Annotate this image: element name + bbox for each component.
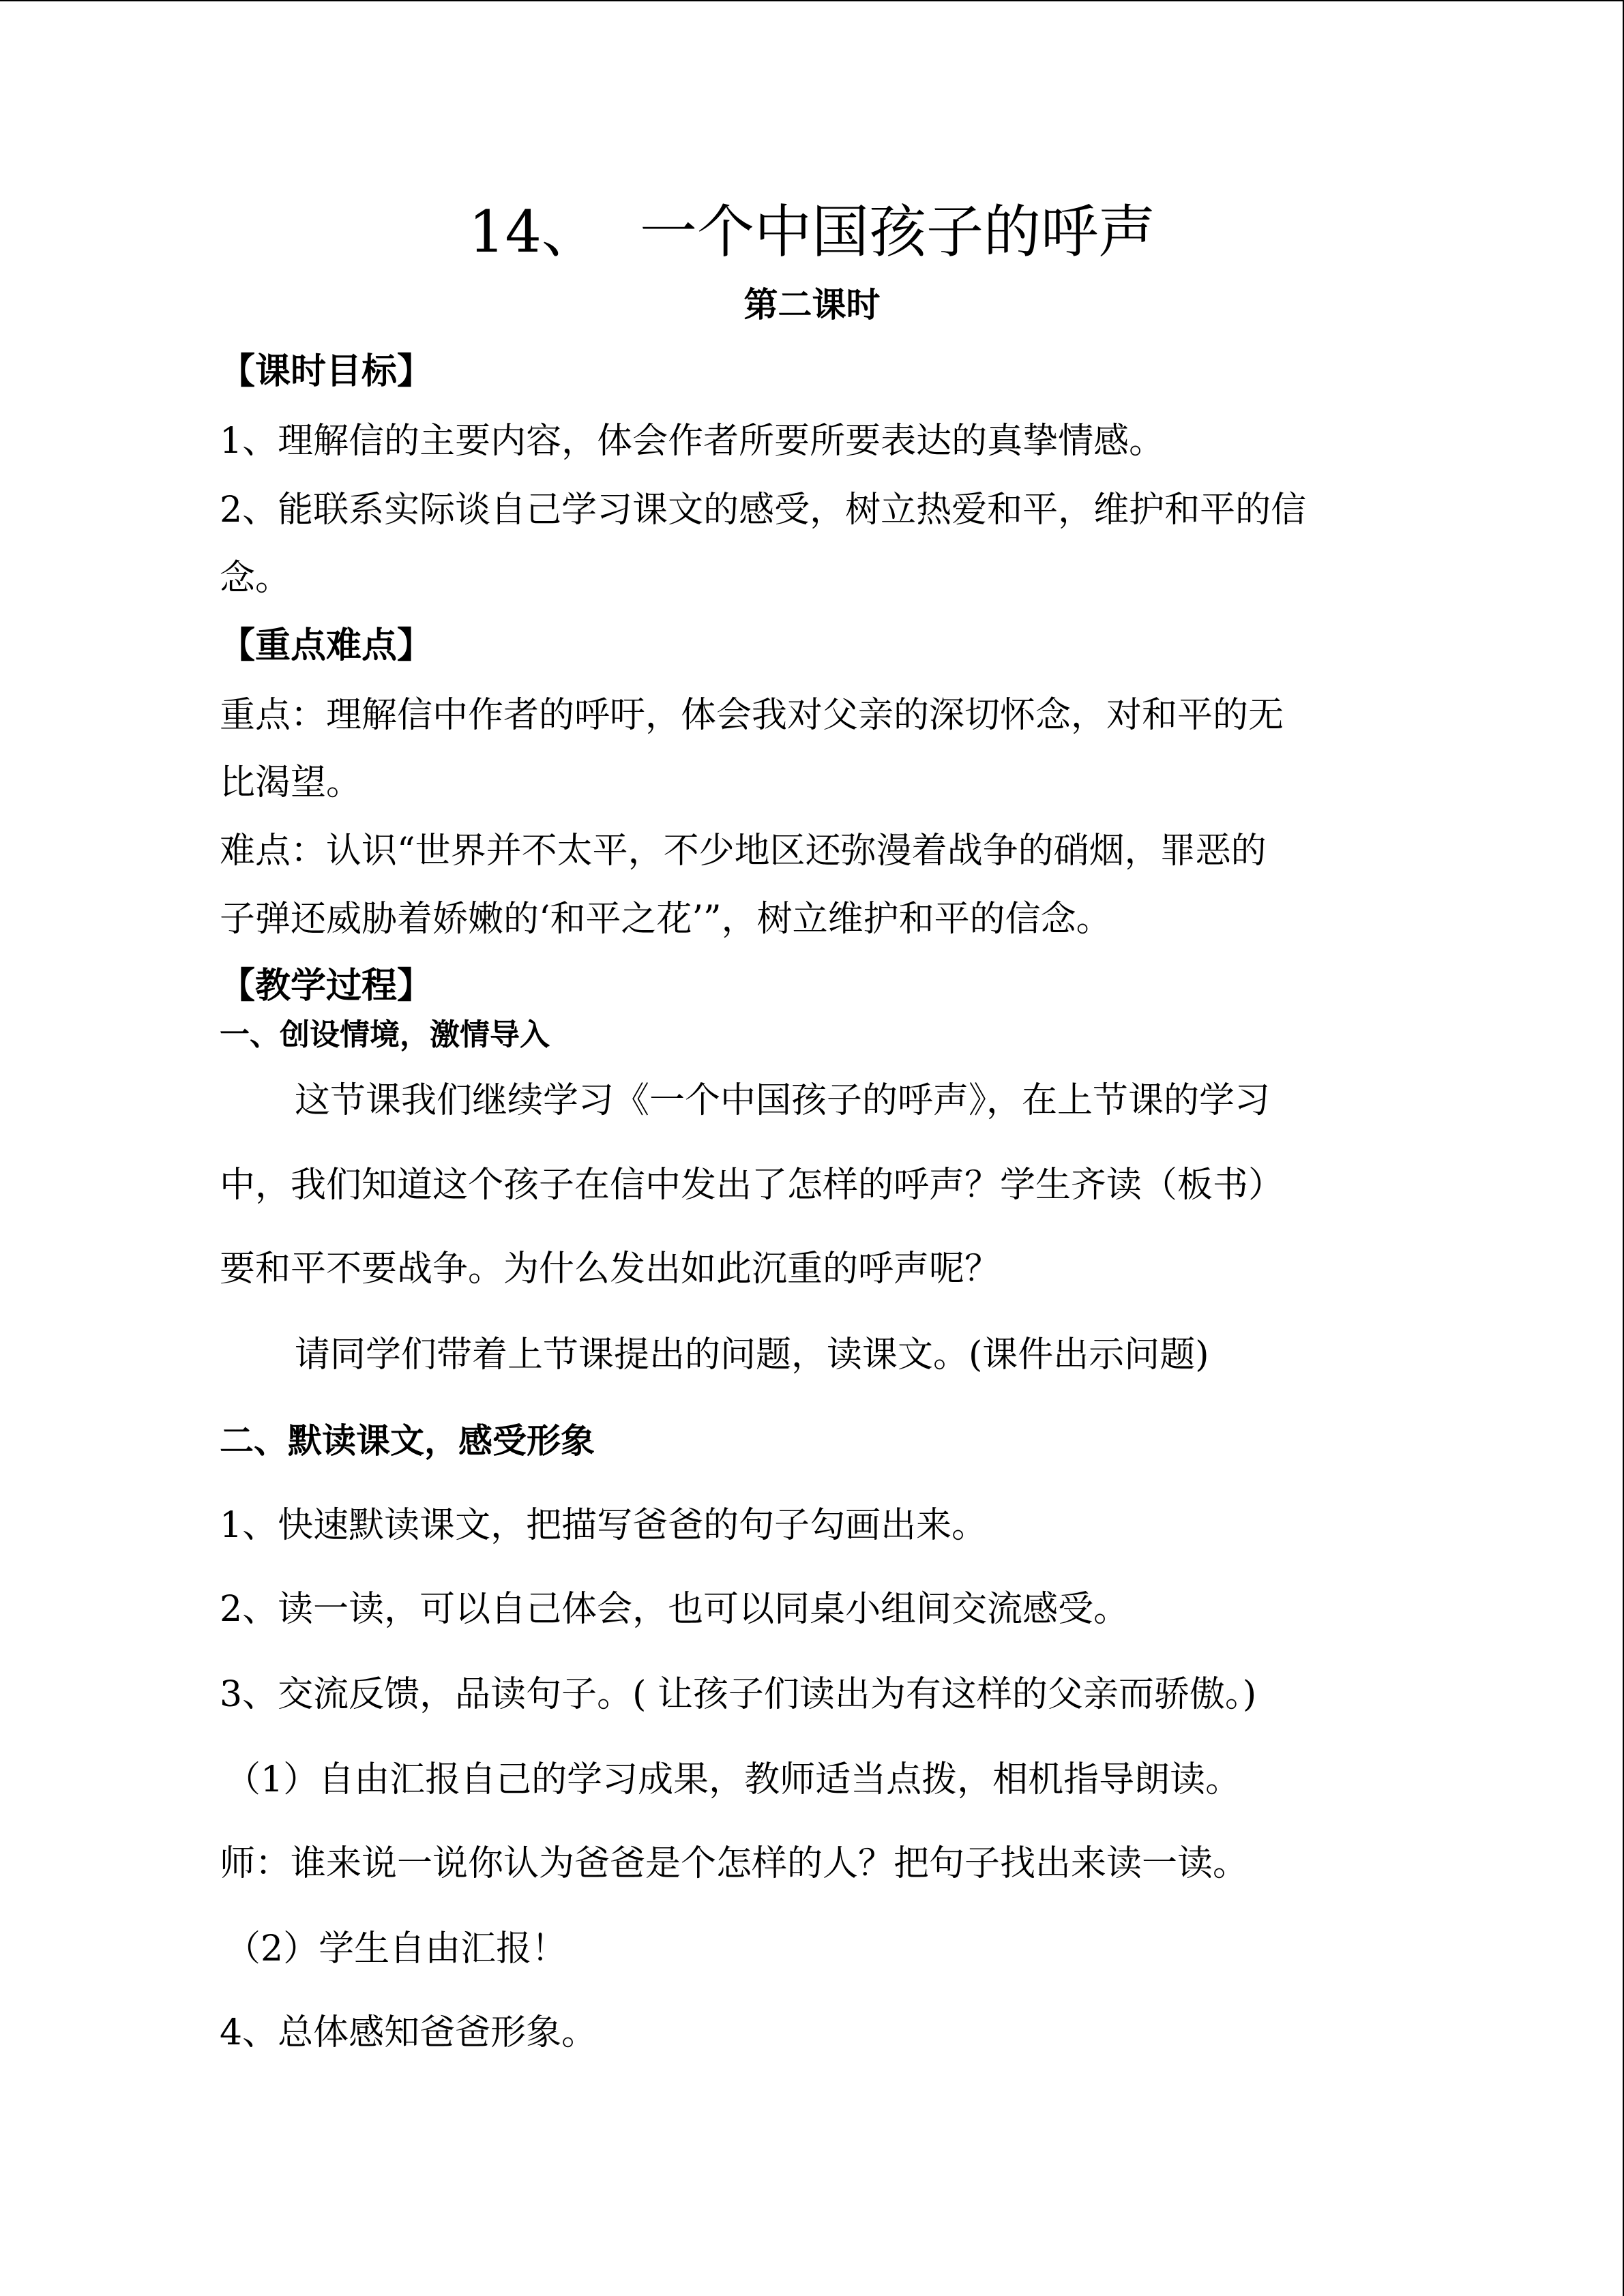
key-points-heading: 【重点难点】 (220, 625, 433, 666)
objectives-heading: 【课时目标】 (220, 351, 433, 392)
part-1-paragraph-line-2: 中，我们知道这个孩子在信中发出了怎样的呼声？学生齐读（板书） (220, 1165, 1284, 1206)
part-2-step-1: 1、快速默读课文，把描写爸爸的句子勾画出来。 (220, 1505, 988, 1546)
focus-line-1: 重点：理解信中作者的呼吁，体会我对父亲的深切怀念，对和平的无 (220, 695, 1284, 736)
part-1-paragraph-line-3: 要和平不要战争。为什么发出如此沉重的呼声呢？ (220, 1249, 1001, 1289)
title-number: 14、 (469, 198, 599, 265)
focus-line-2: 比渴望。 (220, 762, 362, 803)
objective-item-2-line-1: 2、能联系实际谈自己学习课文的感受，树立热爱和平，维护和平的信 (220, 490, 1307, 531)
difficulty-line-2: 子弹还威胁着娇嫩的‘和平之花’”，树立维护和平的信念。 (220, 899, 1112, 940)
teacher-question: 师：谁来说一说你认为爸爸是个怎样的人？把句子找出来读一读。 (220, 1843, 1249, 1884)
objective-item-2-line-2: 念。 (220, 558, 291, 599)
lesson-period: 第二课时 (743, 285, 881, 325)
part-1-heading: 一、创设情境，激情导入 (220, 1017, 550, 1052)
part-1-paragraph-2: 请同学们带着上节课提出的问题，读课文。(课件出示问题) (295, 1335, 1209, 1375)
title-text: 一个中国孩子的呼声 (639, 198, 1155, 265)
process-heading: 【教学过程】 (220, 966, 433, 1007)
part-2-step-2: 2、读一读，可以自己体会，也可以同桌小组间交流感受。 (220, 1589, 1130, 1630)
document-title (0, 199, 1624, 265)
part-1-paragraph-line-1: 这节课我们继续学习《一个中国孩子的呼声》，在上节课的学习 (295, 1080, 1271, 1121)
part-2-sub-item-2: （2）学生自由汇报！ (225, 1928, 567, 1969)
part-2-step-4: 4、总体感知爸爸形象。 (220, 2012, 597, 2053)
difficulty-line-1: 难点：认识“世界并不太平，不少地区还弥漫着战争的硝烟，罪恶的 (220, 831, 1267, 871)
part-2-heading: 二、默读课文，感受形象 (220, 1421, 595, 1461)
part-2-sub-item-1: （1）自由汇报自己的学习成果，教师适当点拨，相机指导朗读。 (225, 1759, 1241, 1800)
objective-item-1: 1、理解信的主要内容，体会作者所要所要表达的真挚情感。 (220, 421, 1165, 462)
part-2-step-3: 3、交流反馈，品读句子。( 让孩子们读出为有这样的父亲而骄傲。) (220, 1674, 1257, 1715)
